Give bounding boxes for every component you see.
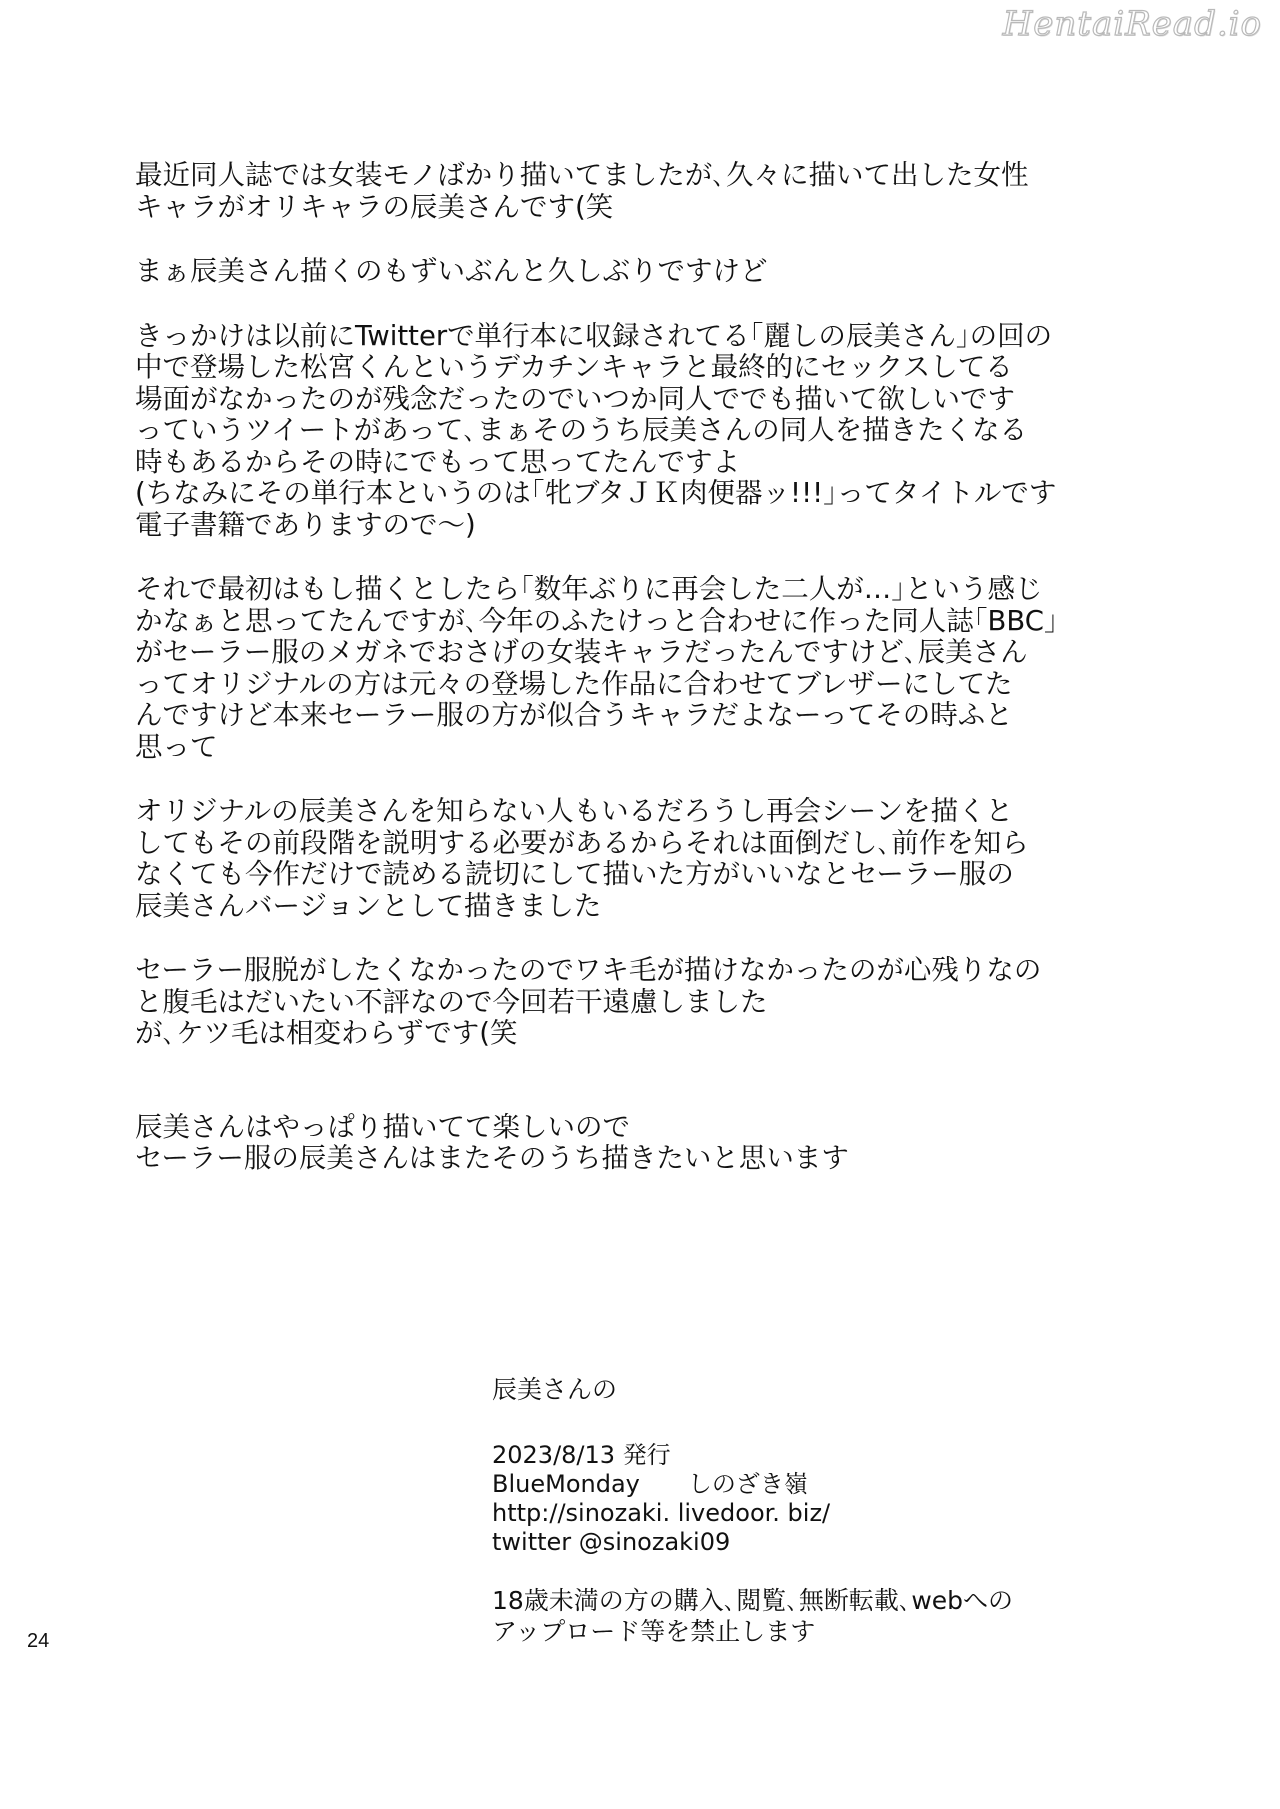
text-line: 時もあるからその時にでもって思ってたんですよ: [135, 445, 740, 478]
text-line: それで最初はもし描くとしたら｢数年ぶりに再会した二人が…｣という感じ: [135, 573, 1043, 605]
author-twitter: twitter @sinozaki09: [492, 1528, 731, 1556]
text-line: オリジナルの辰美さんを知らない人もいるだろうし再会シーンを描くと: [135, 795, 1014, 827]
text-line: (ちなみにその単行本というのは｢牝ブタＪＫ肉便器ッ!!!｣ってタイトルです: [135, 477, 1057, 509]
text-line: かなぁと思ってたんですが､今年のふたけっと合わせに作った同人誌｢BBC｣: [135, 604, 1058, 637]
text-line: 思って: [135, 730, 218, 763]
text-line: してもその前段階を説明する必要があるからそれは面倒だし､前作を知ら: [135, 826, 1029, 859]
watermark-logo: HentaiRead.io: [1002, 4, 1262, 44]
page-number: 24: [27, 1630, 50, 1652]
text-line: 場面がなかったのが残念だったのでいつか同人ででも描いて欲しいです: [135, 382, 1015, 415]
paragraph-1: [135, 160, 1175, 223]
text-line: 辰美さんはやっぱり描いてて楽しいので: [135, 1110, 630, 1143]
paragraph-6: [135, 955, 1175, 1050]
paragraph-4: [135, 574, 1175, 763]
text-line: まぁ辰美さん描くのもずいぶんと久しぶりですけど: [135, 255, 768, 287]
colophon-title: 辰美さんの: [492, 1375, 618, 1404]
text-line: っていうツイートがあって､まぁそのうち辰美さんの同人を描きたくなる: [135, 414, 1028, 446]
text-line: きっかけは以前にTwitterで単行本に収録されてる｢麗しの辰美さん｣の回の: [135, 319, 1053, 352]
text-line: セーラー服脱がしたくなかったのでワキ毛が描けなかったのが心残りなの: [135, 954, 1042, 986]
publish-date: 2023/8/13 発行: [492, 1441, 671, 1469]
text-line: ってオリジナルの方は元々の登場した作品に合わせてブレザーにしてた: [135, 667, 1013, 700]
text-line: セーラー服の辰美さんはまたそのうち描きたいと思います: [135, 1142, 849, 1174]
paragraph-3: [135, 321, 1175, 542]
text-line: 電子書籍でありますので～): [135, 508, 476, 541]
text-line: 最近同人誌では女装モノばかり描いてましたが､久々に描いて出した女性: [135, 159, 1029, 191]
text-line: と腹毛はだいたい不評なので今回若干遠慮しました: [135, 985, 768, 1018]
author-url: http://sinozaki. livedoor. biz/: [492, 1499, 831, 1527]
paragraph-5: [135, 796, 1175, 922]
paragraph-7: [135, 1112, 1175, 1175]
text-line: キャラがオリキャラの辰美さんです(笑: [135, 190, 614, 223]
age-notice: 18歳未満の方の購入､閲覧､無断転載､webへの: [492, 1586, 1014, 1615]
text-line: が､ケツ毛は相変わらずです(笑: [135, 1017, 518, 1049]
circle-author: BlueMonday しのざき嶺: [492, 1470, 808, 1498]
afterword-text: [135, 160, 1175, 1175]
paragraph-2: [135, 256, 1175, 288]
text-line: んですけど本来セーラー服の方が似合うキャラだよなーってその時ふと: [135, 699, 1013, 731]
colophon: [492, 1375, 1152, 1647]
text-line: 中で登場した松宮くんというデカチンキャラと最終的にセックスしてる: [135, 351, 1013, 383]
text-line: なくても今作だけで読める読切にして描いた方がいいなとセーラー服の: [135, 858, 1014, 890]
age-notice: アップロード等を禁止します: [492, 1617, 816, 1646]
text-line: がセーラー服のメガネでおさげの女装キャラだったんですけど､辰美さん: [135, 636, 1028, 668]
text-line: 辰美さんバージョンとして描きました: [135, 889, 602, 922]
